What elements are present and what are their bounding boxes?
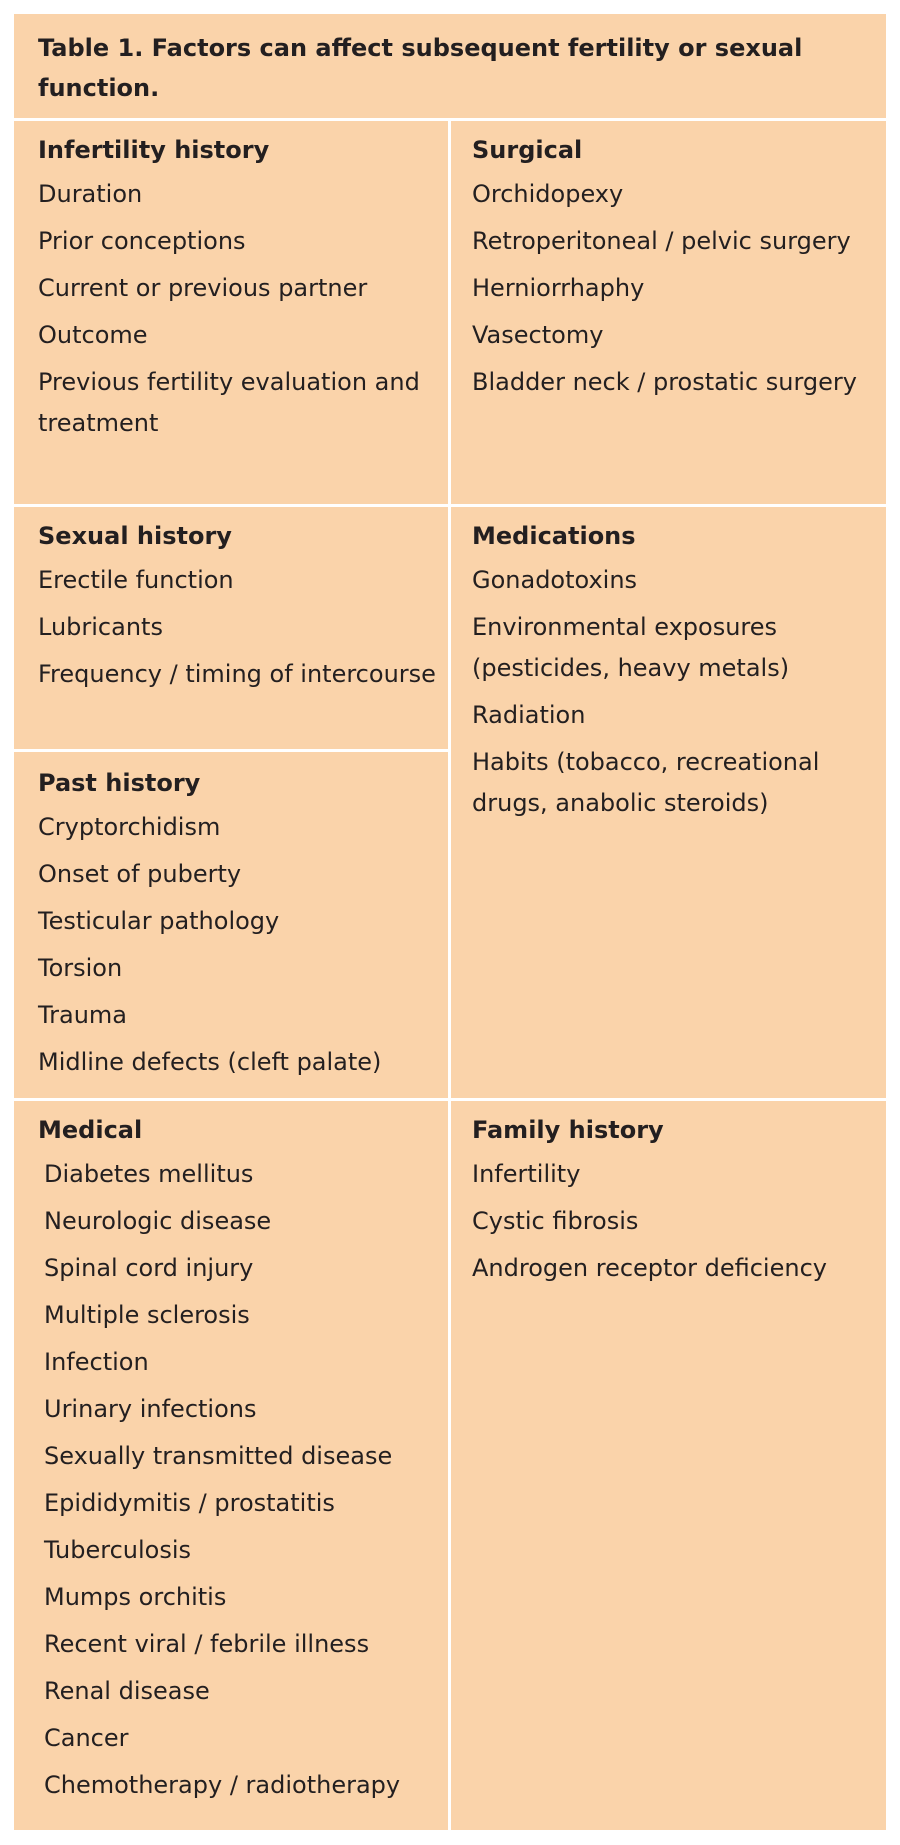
list-item: Tuberculosis (44, 1536, 191, 1564)
list-item: Spinal cord injury (44, 1254, 254, 1282)
list-item: Bladder neck / prostatic surgery (472, 368, 857, 396)
section-title: Medical (38, 1116, 143, 1144)
list-item: Frequency / timing of intercourse (38, 660, 436, 688)
list-item: Recent viral / febrile illness (44, 1630, 370, 1658)
item-list (38, 1154, 438, 1806)
list-item: Outcome (38, 321, 148, 349)
list-item: Habits (tobacco, recreational drugs, anabolic steroids) (472, 748, 820, 817)
cell-medical (38, 1107, 438, 1812)
list-item: Current or previous partner (38, 274, 368, 302)
section-title: Family history (472, 1116, 664, 1144)
item-list (38, 807, 438, 1083)
item-list (38, 174, 438, 444)
list-item: Epididymitis / prostatitis (44, 1489, 335, 1517)
table-caption: Table 1. Factors can affect subsequent fertility or sexual function. (38, 34, 803, 102)
cell-sexual-history (38, 513, 438, 701)
cell-surgical (472, 127, 872, 409)
cell-infertility-history (38, 127, 438, 450)
section-title: Infertility history (38, 136, 270, 164)
list-item: Trauma (38, 1001, 128, 1029)
list-item: Retroperitoneal / pelvic surgery (472, 227, 851, 255)
section-title: Sexual history (38, 522, 232, 550)
item-list (472, 560, 872, 824)
divider (14, 504, 886, 507)
list-item: Gonadotoxins (472, 566, 638, 594)
item-list (38, 560, 438, 695)
list-item: Infection (44, 1348, 149, 1376)
list-item: Sexually transmitted disease (44, 1442, 393, 1470)
list-item: Onset of puberty (38, 860, 242, 888)
list-item: Multiple sclerosis (44, 1301, 250, 1329)
list-item: Prior conceptions (38, 227, 246, 255)
list-item: Cystic fibrosis (472, 1207, 639, 1235)
list-item: Erectile function (38, 566, 234, 594)
divider (14, 749, 448, 752)
item-list (472, 1154, 872, 1289)
section-title: Past history (38, 769, 201, 797)
list-item: Diabetes mellitus (44, 1160, 254, 1188)
list-item: Environmental exposures (pesticides, heavy metals) (472, 613, 790, 682)
list-item: Cancer (44, 1724, 129, 1752)
list-item: Vasectomy (472, 321, 604, 349)
list-item: Cryptorchidism (38, 813, 221, 841)
list-item: Androgen receptor deficiency (472, 1254, 827, 1282)
factors-table (14, 14, 886, 1830)
section-title: Medications (472, 522, 636, 550)
list-item: Radiation (472, 701, 586, 729)
list-item: Urinary infections (44, 1395, 257, 1423)
list-item: Mumps orchitis (44, 1583, 227, 1611)
list-item: Previous fertility evaluation and treatment (38, 368, 420, 437)
cell-past-history (38, 760, 438, 1089)
list-item: Lubricants (38, 613, 163, 641)
divider (448, 118, 451, 1830)
item-list (472, 174, 872, 403)
list-item: Neurologic disease (44, 1207, 272, 1235)
list-item: Torsion (38, 954, 123, 982)
section-title: Surgical (472, 136, 583, 164)
cell-medications (472, 513, 872, 830)
list-item: Duration (38, 180, 143, 208)
list-item: Orchidopexy (472, 180, 624, 208)
list-item: Infertility (472, 1160, 581, 1188)
list-item: Renal disease (44, 1677, 210, 1705)
list-item: Chemotherapy / radiotherapy (44, 1771, 401, 1799)
divider (14, 1098, 886, 1101)
list-item: Midline defects (cleft palate) (38, 1048, 382, 1076)
list-item: Herniorrhaphy (472, 274, 645, 302)
list-item: Testicular pathology (38, 907, 280, 935)
cell-family-history (472, 1107, 872, 1295)
